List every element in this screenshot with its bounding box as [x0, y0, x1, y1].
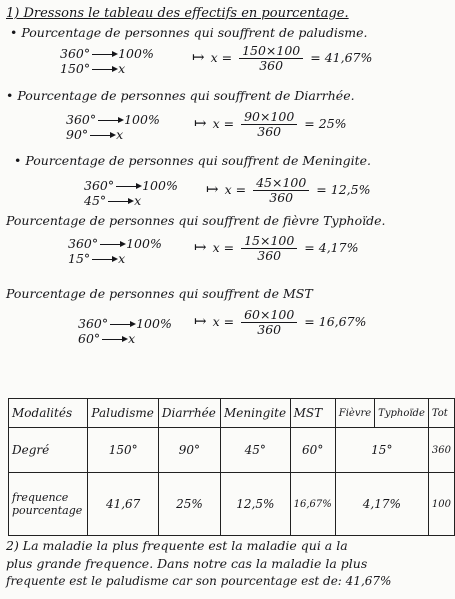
table-cell: 12,5% — [220, 473, 290, 536]
x-label: x = — [224, 182, 247, 197]
arrow-icon — [92, 259, 116, 260]
arrow-icon — [90, 135, 114, 136]
table-header-cell: Modalités — [9, 399, 88, 428]
question-2-line-3: frequente est le paludisme car son pourcentage est de: 41,67% — [6, 574, 392, 588]
item-4-result: = 4,17% — [304, 240, 359, 255]
item-1-total-degree: 360° — [60, 46, 91, 61]
item-3-numerator: 45×100 — [253, 176, 309, 191]
table-cell: 60° — [290, 428, 335, 473]
table-cell: 150° — [88, 428, 158, 473]
item-2-degree: 90° — [66, 127, 89, 142]
item-5-calc — [184, 308, 366, 337]
table-header-cell: Typhoïde — [375, 399, 429, 428]
item-4-degree: 15° — [68, 251, 91, 266]
item-5-total-degree: 360° — [78, 316, 109, 331]
arrow-icon — [98, 120, 122, 121]
item-3-denominator: 360 — [269, 190, 294, 205]
table-header-cell: MST — [290, 399, 335, 428]
table-cell: frequence pourcentage — [9, 473, 88, 536]
table-cell: 100 — [428, 473, 454, 536]
item-5-total-percent: 100% — [136, 316, 172, 331]
item-5-numerator: 60×100 — [241, 308, 297, 323]
item-1-calc — [182, 44, 372, 73]
question-2-line-2: plus grande frequence. Dans notre cas la maladie la plus — [6, 556, 368, 571]
item-3-title: • Pourcentage de personnes qui souffrent de Meningite. — [14, 153, 372, 168]
item-4-total-degree: 360° — [68, 236, 99, 251]
x-label: x = — [212, 240, 235, 255]
table-cell: Degré — [9, 428, 88, 473]
question-2-line-1: 2) La maladie la plus frequente est la maladie qui a la — [6, 538, 348, 553]
table-cell: 90° — [158, 428, 220, 473]
item-2-total-degree: 360° — [66, 112, 97, 127]
question-1-heading: 1) Dressons le tableau des effectifs en pourcentage. — [6, 6, 349, 21]
item-2-unknown: x — [116, 127, 124, 142]
table-header-cell: Fièvre — [335, 399, 374, 428]
item-5-denominator: 360 — [257, 322, 282, 337]
arrow-icon — [102, 339, 126, 340]
item-5-title: Pourcentage de personnes qui souffrent de MST — [6, 286, 313, 301]
table-header-cell: Diarrhée — [158, 399, 220, 428]
item-5-formula — [78, 316, 172, 346]
item-3-calc — [196, 176, 370, 205]
item-2-numerator: 90×100 — [241, 110, 297, 125]
item-4-formula — [68, 236, 162, 266]
item-3-unknown: x — [134, 193, 142, 208]
item-2-denominator: 360 — [257, 124, 282, 139]
arrow-icon — [100, 244, 124, 245]
table-cell: 25% — [158, 473, 220, 536]
item-1-denominator: 360 — [259, 58, 284, 73]
arrow-icon — [110, 324, 134, 325]
table-header-row — [9, 399, 455, 428]
table-header-cell: Paludisme — [88, 399, 158, 428]
item-1-formula — [60, 46, 154, 76]
item-3-formula — [84, 178, 178, 208]
item-1-numerator: 150×100 — [239, 44, 303, 59]
item-2-formula — [66, 112, 160, 142]
table-row — [9, 473, 455, 536]
item-1-total-percent: 100% — [118, 46, 154, 61]
item-4-denominator: 360 — [257, 248, 282, 263]
item-2-title: • Pourcentage de personnes qui souffrent de Diarrhée. — [6, 88, 355, 103]
arrow-icon — [92, 69, 116, 70]
x-label: x = — [210, 50, 233, 65]
item-3-total-degree: 360° — [84, 178, 115, 193]
implies-icon: ↦ — [194, 238, 207, 256]
item-3-total-percent: 100% — [142, 178, 178, 193]
item-2-total-percent: 100% — [124, 112, 160, 127]
item-1-result: = 41,67% — [310, 50, 373, 65]
table-cell: 41,67 — [88, 473, 158, 536]
item-2-calc — [184, 110, 347, 139]
table-header-cell: Meningite — [220, 399, 290, 428]
table-cell: 15° — [335, 428, 428, 473]
item-3-result: = 12,5% — [316, 182, 371, 197]
implies-icon: ↦ — [194, 312, 207, 330]
item-1-unknown: x — [118, 61, 126, 76]
item-3-degree: 45° — [84, 193, 107, 208]
table-cell: 45° — [220, 428, 290, 473]
table-row — [9, 428, 455, 473]
item-5-result: = 16,67% — [304, 314, 367, 329]
x-label: x = — [212, 116, 235, 131]
item-1-title: • Pourcentage de personnes qui souffrent de paludisme. — [10, 25, 368, 40]
implies-icon: ↦ — [206, 180, 219, 198]
item-4-total-percent: 100% — [126, 236, 162, 251]
item-4-calc — [184, 234, 358, 263]
item-2-result: = 25% — [304, 116, 347, 131]
table-cell: 16,67% — [290, 473, 335, 536]
arrow-icon — [108, 201, 132, 202]
item-5-degree: 60° — [78, 331, 101, 346]
x-label: x = — [212, 314, 235, 329]
implies-icon: ↦ — [194, 114, 207, 132]
item-4-numerator: 15×100 — [241, 234, 297, 249]
table-header-cell: Tot — [428, 399, 454, 428]
arrow-icon — [92, 54, 116, 55]
item-5-unknown: x — [128, 331, 136, 346]
implies-icon: ↦ — [192, 48, 205, 66]
frequency-table — [8, 398, 455, 536]
item-1-degree: 150° — [60, 61, 91, 76]
item-4-unknown: x — [118, 251, 126, 266]
table-cell: 4,17% — [335, 473, 428, 536]
table-cell: 360 — [428, 428, 454, 473]
arrow-icon — [116, 186, 140, 187]
item-4-title: Pourcentage de personnes qui souffrent de fièvre Typhoïde. — [6, 213, 386, 228]
